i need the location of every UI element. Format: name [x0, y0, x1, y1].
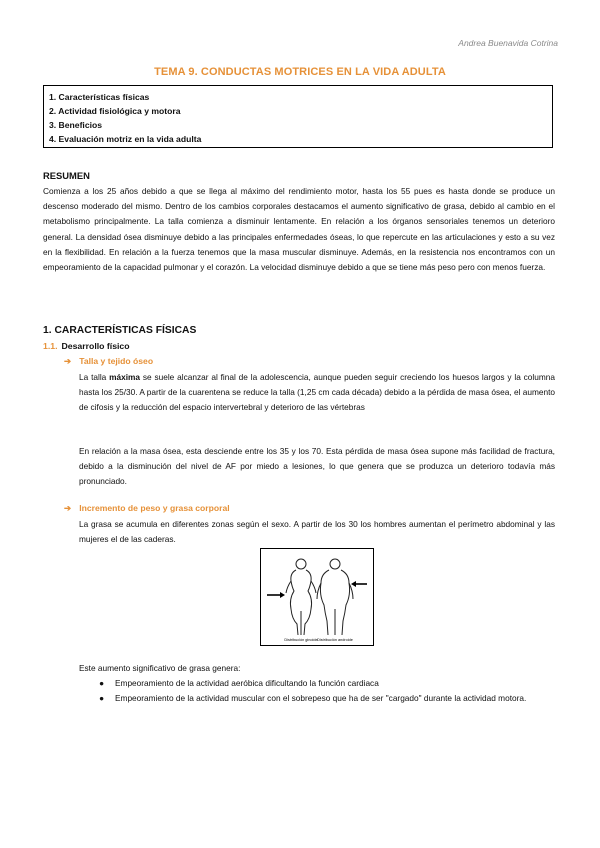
toc-item: 3. Beneficios — [49, 120, 103, 130]
body-silhouettes-illustration — [261, 549, 373, 645]
arrow-icon — [267, 592, 285, 598]
arrow-icon — [351, 581, 367, 587]
body-fat-distribution-figure — [260, 548, 374, 646]
list-item — [79, 676, 555, 691]
paragraph — [79, 370, 555, 416]
summary-text: Comienza a los 25 años debido a que se llega al máximo del rendimiento motor, hasta los 55 pues es hasta donde se produce un descenso moderado del mismo. Dentro de los cambios corporales destacamos el aumento significativo de grasa, debido al cambio en el metabolismo principalmente. La talla comienza a disminuir lentamente. En relación a los órganos sensoriales tenemos un deterioro general. La densidad ósea disminuye debido a las principales enfermedades óseas, lo que repercute en las articulaciones y esto a su vez en la flexibilidad. En relación a la fuerza tenemos que la masa muscular disminuye. Además, en la resistencia nos encontramos con un empeoramiento de la capacidad pulmonar y el corazón. La velocidad disminuye debido a que se tiene más peso pero con menos fuerza. — [43, 186, 555, 273]
bullet-list — [79, 661, 555, 707]
arrow-icon: ➔ — [64, 503, 72, 513]
paragraph: La grasa se acumula en diferentes zonas según el sexo. A partir de los 30 los hombres aumentan el perímetro abdominal y las mujeres el de las caderas. — [79, 519, 555, 545]
document-title: TEMA 9. CONDUCTAS MOTRICES EN LA VIDA ADULTA — [154, 66, 446, 78]
list-intro: Este aumento significativo de grasa genera: — [79, 663, 241, 673]
subsection-heading — [43, 341, 130, 351]
topic-title: Incremento de peso y grasa corporal — [79, 503, 230, 513]
toc-item: 1. Características físicas — [49, 92, 150, 102]
bullet-icon: ● — [99, 693, 105, 704]
table-of-contents — [43, 85, 553, 148]
figure-label-android: Distribución androide — [317, 638, 353, 642]
figure-label-gynoid: Distribución ginoide — [284, 638, 318, 642]
topic-heading — [64, 503, 230, 514]
author-name: Andrea Buenavida Cotrina — [458, 38, 558, 48]
list-item — [79, 691, 555, 706]
arrow-icon: ➔ — [64, 356, 72, 366]
toc-item: 2. Actividad fisiológica y motora — [49, 106, 181, 116]
list-item-text: Empeoramiento de la actividad muscular con el sobrepeso que ha de ser "cargado" durante la actividad motora. — [115, 693, 527, 704]
android-silhouette — [317, 559, 353, 635]
paragraph-text: se suele alcanzar al final de la adolescencia, aunque pueden seguir creciendo los huesos largos y la columna hasta los 25/30. A partir de la cuarentena se reduce la talla (1,25 cm cada década) debido a la pérdida de masa ósea, el aumento de cifosis y la reducción del espacio intervertebral y deterioro de las vértebras — [79, 372, 556, 413]
paragraph-text: La talla — [79, 372, 110, 382]
topic-heading — [64, 356, 153, 367]
bullet-icon: ● — [99, 678, 105, 689]
section-heading: 1. CARACTERÍSTICAS FÍSICAS — [43, 325, 197, 336]
subsection-number: 1.1. — [43, 341, 58, 351]
topic-title: Talla y tejido óseo — [79, 356, 154, 366]
bold-text: máxima — [109, 372, 141, 382]
list-item-text: Empeoramiento de la actividad aeróbica dificultando la función cardiaca — [115, 678, 379, 689]
subsection-title: Desarrollo físico — [61, 341, 130, 351]
toc-item: 4. Evaluación motriz en la vida adulta — [49, 134, 202, 144]
gynoid-silhouette — [286, 559, 316, 635]
summary-heading: RESUMEN — [43, 170, 90, 181]
paragraph: En relación a la masa ósea, esta desciende entre los 35 y los 70. Esta pérdida de masa ósea supone más facilidad de fractura, debido a la disminución del nivel de AF por miedo a lesiones, lo que genera que se produzca un deterioro todavía más pronunciado. — [79, 446, 555, 487]
